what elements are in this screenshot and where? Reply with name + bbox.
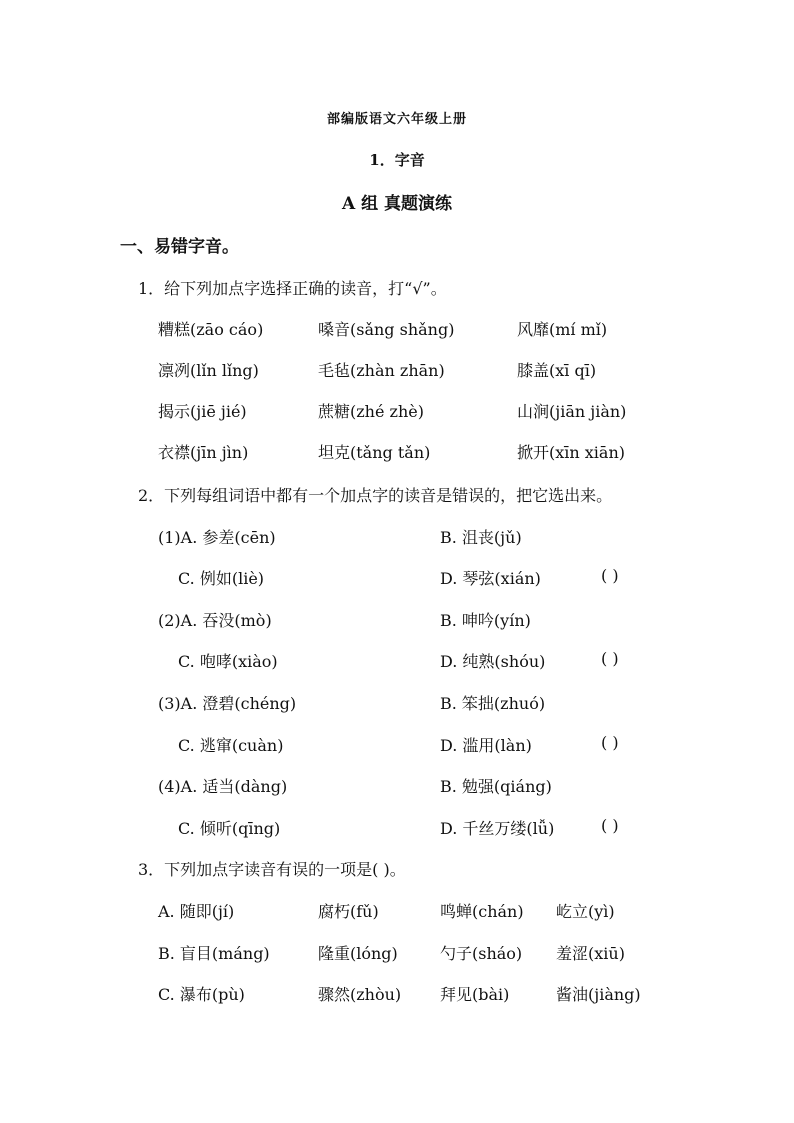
- q1-item: 毛毡(zhàn zhān): [318, 361, 445, 380]
- book-title: 部编版语文六年级上册: [326, 112, 467, 127]
- q1-item: 风靡(mí mǐ): [517, 320, 608, 339]
- q3-option: 羞涩(xiū): [556, 944, 625, 963]
- q3-option: B. 盲目(máng): [158, 944, 270, 963]
- q3-option: 腐朽(fǔ): [318, 902, 379, 921]
- q2-option: C. 倾听(qīng): [178, 819, 281, 838]
- q3-option: 屹立(yì): [556, 902, 615, 921]
- q1-item: 糟糕(zāo cáo): [158, 320, 264, 339]
- question-1-prompt: 1．给下列加点字选择正确的读音，打“√”。: [138, 279, 447, 298]
- q1-item: 衣襟(jīn jìn): [158, 443, 249, 462]
- q1-item: 掀开(xīn xiān): [517, 443, 626, 462]
- q2-option: C. 咆哮(xiào): [178, 652, 278, 671]
- q3-option: C. 瀑布(pù): [158, 985, 245, 1004]
- answer-blank[interactable]: ( ): [601, 733, 619, 752]
- q3-option: 拜见(bài): [440, 985, 510, 1004]
- q1-item: 膝盖(xī qī): [517, 361, 597, 380]
- question-2-prompt: 2．下列每组词语中都有一个加点字的读音是错误的，把它选出来。: [138, 486, 613, 505]
- answer-blank[interactable]: ( ): [601, 649, 619, 668]
- question-3-prompt: 3．下列加点字读音有误的一项是( )。: [138, 860, 406, 879]
- q2-option: D. 纯熟(shóu): [440, 652, 546, 671]
- lesson-title: 1．字音: [369, 151, 425, 169]
- section-title: 一、易错字音。: [120, 237, 239, 257]
- q1-item: 揭示(jiē jié): [158, 402, 247, 421]
- q2-option: B. 呻吟(yín): [440, 611, 531, 630]
- q2-option: B. 勉强(qiáng): [440, 777, 552, 796]
- q1-item: 坦克(tǎng tǎn): [318, 443, 431, 462]
- q1-item: 凛冽(lǐn lǐng): [158, 361, 259, 380]
- q2-option: D. 千丝万缕(lǚ): [440, 819, 555, 838]
- answer-blank[interactable]: ( ): [601, 816, 619, 835]
- q1-item: 嗓音(sǎng shǎng): [318, 320, 455, 339]
- q2-option: (4)A. 适当(dàng): [158, 777, 288, 796]
- q2-option: C. 逃窜(cuàn): [178, 736, 284, 755]
- answer-blank[interactable]: ( ): [601, 566, 619, 585]
- q2-option: C. 例如(liè): [178, 569, 265, 588]
- q1-item: 山涧(jiān jiàn): [517, 402, 627, 421]
- q3-option: 酱油(jiàng): [556, 985, 641, 1004]
- q2-option: (3)A. 澄碧(chéng): [158, 694, 297, 713]
- q2-option: D. 滥用(làn): [440, 736, 532, 755]
- q2-option: B. 笨拙(zhuó): [440, 694, 546, 713]
- q3-option: A. 随即(jí): [158, 902, 235, 921]
- q2-option: (2)A. 吞没(mò): [158, 611, 272, 630]
- q2-option: (1)A. 参差(cēn): [158, 528, 276, 547]
- q1-item: 蔗糖(zhé zhè): [318, 402, 424, 421]
- q3-option: 勺子(sháo): [440, 944, 523, 963]
- q3-option: 鸣蝉(chán): [440, 902, 524, 921]
- q2-option: D. 琴弦(xián): [440, 569, 541, 588]
- q2-option: B. 沮丧(jǔ): [440, 528, 522, 547]
- q3-option: 骤然(zhòu): [318, 985, 402, 1004]
- group-title: A 组 真题演练: [341, 194, 453, 214]
- q3-option: 隆重(lóng): [318, 944, 398, 963]
